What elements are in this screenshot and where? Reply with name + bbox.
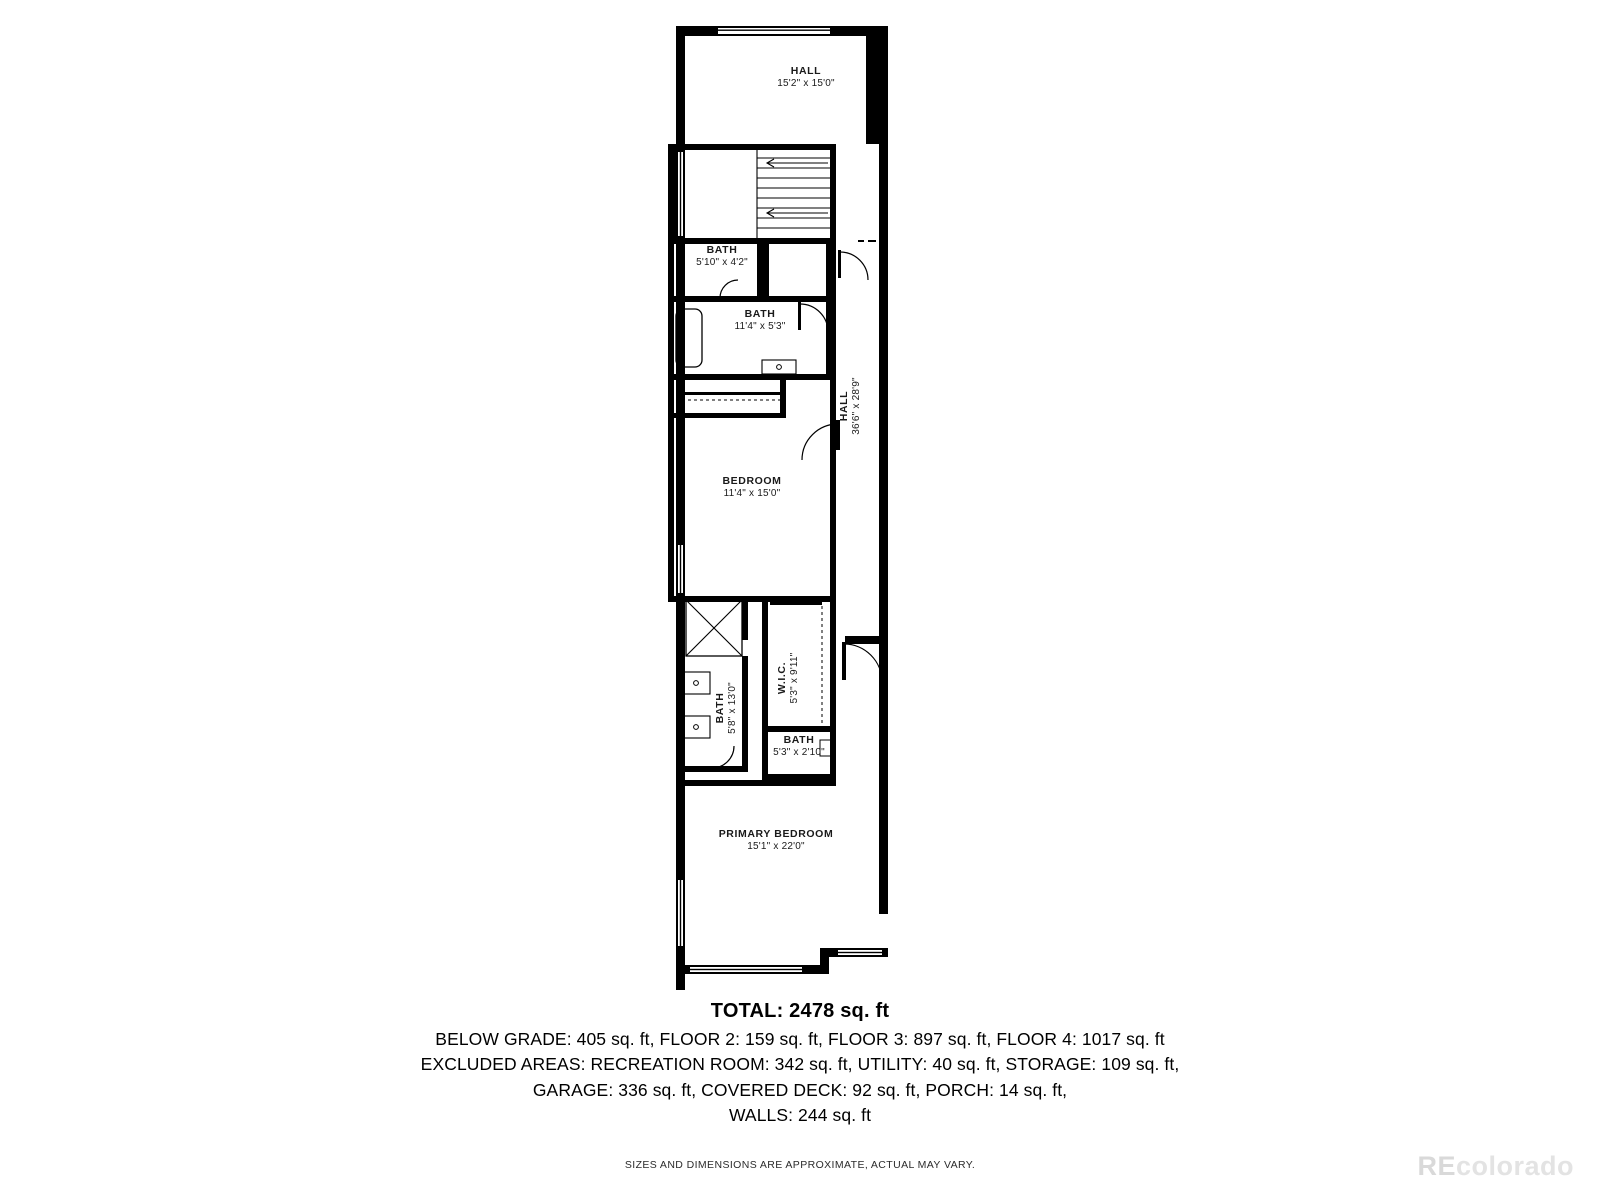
- room-name: BEDROOM: [722, 475, 782, 488]
- room-label-hall-side: [838, 377, 864, 434]
- area-summary: [0, 1000, 1600, 1171]
- total-area: TOTAL: 2478 sq. ft: [710, 1000, 890, 1022]
- excluded-areas-line-2: GARAGE: 336 sq. ft, COVERED DECK: 92 sq. ft, PORCH: 14 sq. ft,: [532, 1079, 1068, 1100]
- room-name: BATH: [783, 734, 815, 747]
- room-dimensions: 5'3" x 9'11": [789, 652, 801, 704]
- room-name: BATH: [706, 244, 738, 257]
- room-label-primary-bedroom: [719, 828, 834, 854]
- disclaimer-text: SIZES AND DIMENSIONS ARE APPROXIMATE, ACTUAL MAY VARY.: [624, 1158, 976, 1171]
- room-name: PRIMARY BEDROOM: [718, 828, 834, 841]
- room-dimensions: 11'4" x 15'0": [723, 488, 781, 500]
- brand-suffix: colorado: [1455, 1151, 1574, 1181]
- room-name: BATH: [714, 692, 727, 724]
- room-label-wic: [776, 653, 802, 704]
- recolorado-watermark: [1417, 1151, 1574, 1182]
- room-dimensions: 5'10" x 4'2": [696, 257, 748, 269]
- room-label-bath-2: [735, 308, 786, 334]
- room-name: BATH: [744, 308, 776, 321]
- room-dimensions: 11'4" x 5'3": [734, 321, 786, 333]
- room-label-bath-1: [696, 244, 748, 270]
- room-dimensions: 15'1" x 22'0": [747, 841, 805, 853]
- room-dimensions: 5'3" x 2'10": [773, 747, 825, 759]
- room-label-bath-3: [773, 734, 825, 760]
- excluded-areas-line-1: EXCLUDED AREAS: RECREATION ROOM: 342 sq. ft, UTILITY: 40 sq. ft, STORAGE: 109 sq. ft,: [420, 1054, 1180, 1075]
- room-label-hall-top: [777, 65, 834, 91]
- room-label-primary-bath: [714, 682, 740, 734]
- room-name: HALL: [838, 390, 851, 422]
- room-dimensions: 15'2" x 15'0": [777, 78, 835, 90]
- room-name: W.I.C.: [776, 661, 789, 695]
- brand-prefix: RE: [1417, 1151, 1456, 1181]
- room-label-bedroom: [722, 475, 781, 501]
- room-name: HALL: [790, 65, 822, 78]
- walls-area: WALLS: 244 sq. ft: [728, 1105, 872, 1126]
- room-dimensions: 5'8" x 13'0": [727, 682, 739, 734]
- room-dimensions: 36'6" x 28'9": [851, 377, 863, 435]
- floor-breakdown: BELOW GRADE: 405 sq. ft, FLOOR 2: 159 sq. ft, FLOOR 3: 897 sq. ft, FLOOR 4: 1017 sq. ft: [435, 1029, 1165, 1049]
